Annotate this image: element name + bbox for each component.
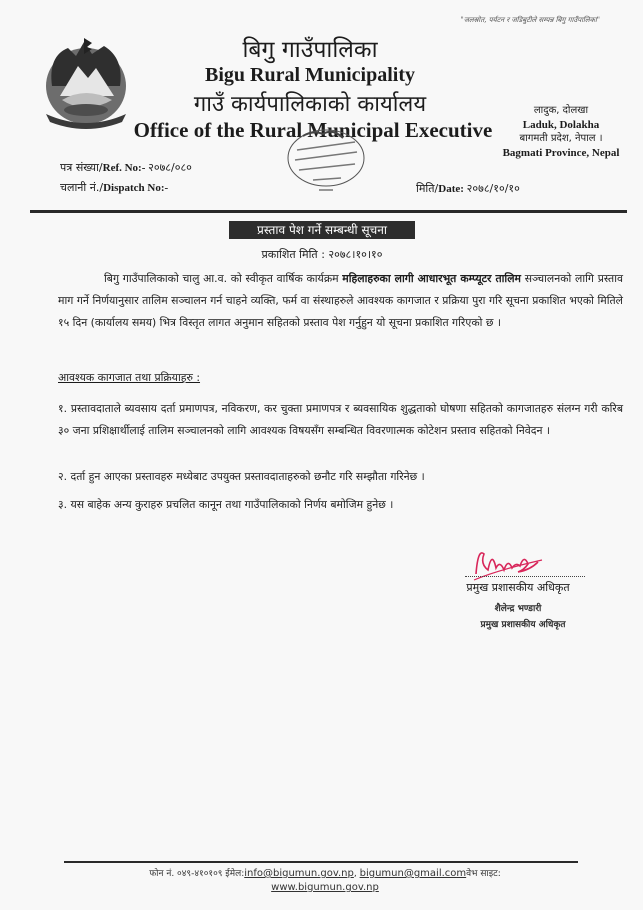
email-separator: , xyxy=(353,869,360,879)
dispatch-label-en: Dispatch No:- xyxy=(103,182,169,194)
notice-paragraph xyxy=(58,268,623,334)
footer-contact xyxy=(60,866,590,879)
reference-number xyxy=(60,160,192,175)
municipality-name-np: बिगु गाउँपालिका xyxy=(242,37,378,63)
email-link-gmail[interactable]: bigumun@gmail.com xyxy=(359,868,467,879)
notice-title: प्रस्ताव पेश गर्ने सम्बन्धी सूचना xyxy=(229,221,415,239)
published-date: प्रकाशित मिति : २०७८।१०।१० xyxy=(261,248,383,261)
requirement-item-3: ३. यस बाहेक अन्य कुराहरु प्रचलित कानून तथा गाउँपालिकाको निर्णय बमोजिम हुनेछ । xyxy=(58,498,394,511)
office-name-np: गाउँ कार्यपालिकाको कार्यालय xyxy=(193,92,427,117)
requirement-item-2: २. दर्ता हुन आएका प्रस्तावहरु मध्येबाट उपयुक्त प्रस्तावदाताहरुको छनौट गरि सम्झौता गरिनेछ । xyxy=(58,470,425,483)
ref-label-en: Ref. No:- xyxy=(102,162,149,174)
ref-label-np: पत्र संख्या/ xyxy=(60,161,103,174)
office-name-en: Office of the Rural Municipal Executive xyxy=(133,118,493,142)
municipality-name-en: Bigu Rural Municipality xyxy=(204,64,416,86)
dispatch-label-np: चलानी नं./ xyxy=(60,181,104,194)
requirement-item-1: १. प्रस्तावदाताले ब्यवसाय दर्ता प्रमाणपत्र, नविकरण, कर चुक्ता प्रमाणपत्र र ब्यवसायिक शुद्धताको घोषणा सहितको कागजातहरु संलग्न गरी करिब ३० जना प्रशिक्षार्थीलाई तालिम सञ्चालनको लागि आवश्यक विषयसँग सम्बन्धित विवरणात्मक कोटेशन प्रस्ताव सहितको निवेदन । xyxy=(58,402,623,437)
office-stamp-icon xyxy=(283,128,369,198)
paragraph-text-b: सञ्चालनको लागि प्रस्ताव माग गर्ने निर्णयानुसार तालिम सञ्चालन गर्न चाहने व्यक्ति, फर्म वा संस्थाहरुले आवश्यक कागजात र प्रक्रिया पुरा गरि सूचना प्रकाशित भएको मितिले १५ दिन (कार्यालय समय) भित्र विस्तृत लागत अनुमान सहितको प्रस्ताव पेश गर्नुहुन यो सूचना प्रकाशित गरिएको छ । xyxy=(58,272,623,329)
dispatch-number xyxy=(60,180,168,195)
header-divider xyxy=(30,210,627,213)
email-link-info[interactable]: info@bigumun.gov.np xyxy=(244,868,354,879)
address-line-2: Laduk, Dolakha xyxy=(522,119,600,131)
address-line-3: बागमती प्रदेश, नेपाल । xyxy=(519,133,603,144)
motto: "जलस्रोत, पर्यटन र जडिबुटीले सम्पन्न बिगु गाउँपालिका" xyxy=(460,16,600,24)
footer-website xyxy=(60,882,590,893)
office-address xyxy=(496,104,626,160)
website-label: वेभ साइट: xyxy=(466,869,501,879)
footer-divider xyxy=(64,861,578,863)
date-label-np: मिति/ xyxy=(416,182,439,195)
ref-value: २०७८/०८० xyxy=(148,161,192,174)
letter-date xyxy=(416,181,520,196)
signatory-name-seal: शैलेन्द्र भण्डारी xyxy=(494,604,542,614)
program-name: महिलाहरुका लागी आधारभूत कम्प्यूटर तालिम xyxy=(342,272,521,285)
signatory-title-seal: प्रमुख प्रशासकीय अधिकृत xyxy=(480,620,566,630)
signatory-title: प्रमुख प्रशासकीय अधिकृत xyxy=(466,581,570,594)
paragraph-text-a: बिगु गाउँपालिकाको चालु आ.व. को स्वीकृत वार्षिक कार्यक्रम xyxy=(104,272,343,285)
signature-line xyxy=(465,576,585,577)
address-line-1: लादुक, दोलखा xyxy=(533,105,589,116)
phone-label: फोन नं. ०४९-४१०१०९ ईमेल: xyxy=(149,869,245,879)
requirements-heading: आवश्यक कागजात तथा प्रक्रियाहरु : xyxy=(58,371,201,384)
date-label-en: Date: xyxy=(438,183,467,195)
date-value: २०७८/१०/१० xyxy=(466,182,520,195)
website-link[interactable]: www.bigumun.gov.np xyxy=(271,882,379,893)
address-line-4: Bagmati Province, Nepal xyxy=(502,147,620,159)
